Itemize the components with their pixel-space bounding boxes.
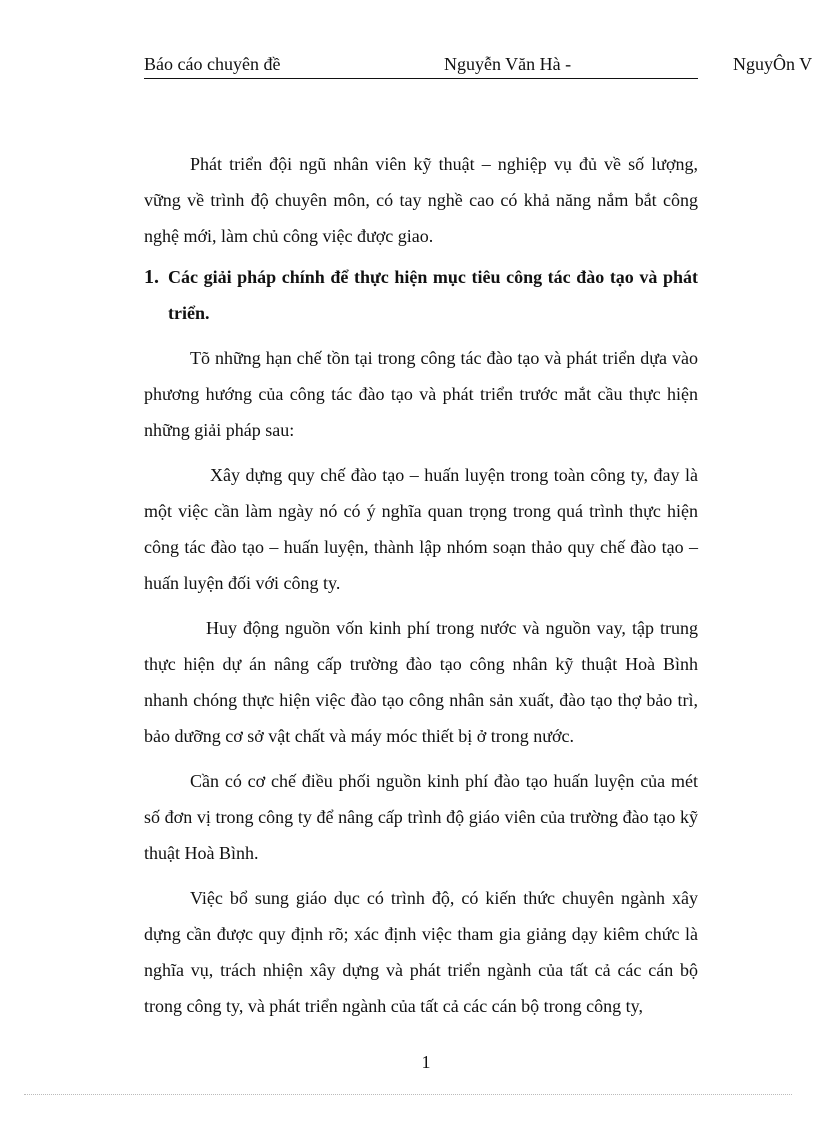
- section-heading: [144, 259, 698, 331]
- section-title: Các giải pháp chính để thực hiện mục tiêu công tác đào tạo và phát triển.: [168, 267, 698, 323]
- paragraph-coordination: Cần có cơ chế điều phối nguồn kinh phí đào tạo huấn luyện của mét số đơn vị trong công ty để nâng cấp trình độ giáo viên của trường đào tạo kỹ thuật Hoà Bình.: [144, 771, 698, 863]
- header-author-garbled: NguyÔn V: [733, 54, 813, 74]
- paragraph-limitations: Tõ những hạn chế tồn tại trong công tác đào tạo và phát triển dựa vào phương hướng của công tác đào tạo và phát triển trước mắt cầu thực hiện những giải pháp sau:: [144, 348, 698, 440]
- section-number: 1.: [144, 266, 159, 288]
- paragraph-education: Việc bổ sung giáo dục có trình độ, có kiến thức chuyên ngành xây dựng cần được quy định rõ; xác định việc tham gia giảng dạy kiêm chức là nghĩa vụ, trách nhiện xây dựng và phát triển ngành của tất cả các cán bộ trong công ty, và phát triển ngành của tất cả các cán bộ trong công ty,: [144, 888, 698, 1016]
- page-number: 1: [421, 1052, 431, 1072]
- document-body: [144, 146, 698, 1024]
- paragraph-regulations: Xây dựng quy chế đào tạo – huấn luyện trong toàn công ty, đay là một việc cần làm ngày nó có ý nghĩa quan trọng trong quá trình thực hiện công tác đào tạo – huấn luyện, thành lập nhóm soạn thảo quy chế đào tạo – huấn luyện đối với công ty.: [144, 465, 698, 593]
- paragraph-intro: Phát triển đội ngũ nhân viên kỹ thuật – nghiệp vụ đủ về số lượng, vững về trình độ chuyên môn, có tay nghề cao có khả năng nắm bắt công nghệ mới, làm chủ công việc được giao.: [144, 154, 698, 246]
- header-report-title: Báo cáo chuyên đề: [144, 54, 281, 74]
- page-bottom-divider: [24, 1094, 792, 1095]
- paragraph-funding: Huy động nguồn vốn kinh phí trong nước và nguồn vay, tập trung thực hiện dự án nâng cấp trường đào tạo công nhân kỹ thuật Hoà Bình nhanh chóng thực hiện việc đào tạo công nhân sản xuất, đào tạo thợ bảo trì, bảo dưỡng cơ sở vật chất và máy móc thiết bị ở trong nước.: [144, 618, 698, 746]
- header-author: Nguyễn Văn Hà -: [444, 54, 572, 74]
- page-header: [144, 54, 698, 79]
